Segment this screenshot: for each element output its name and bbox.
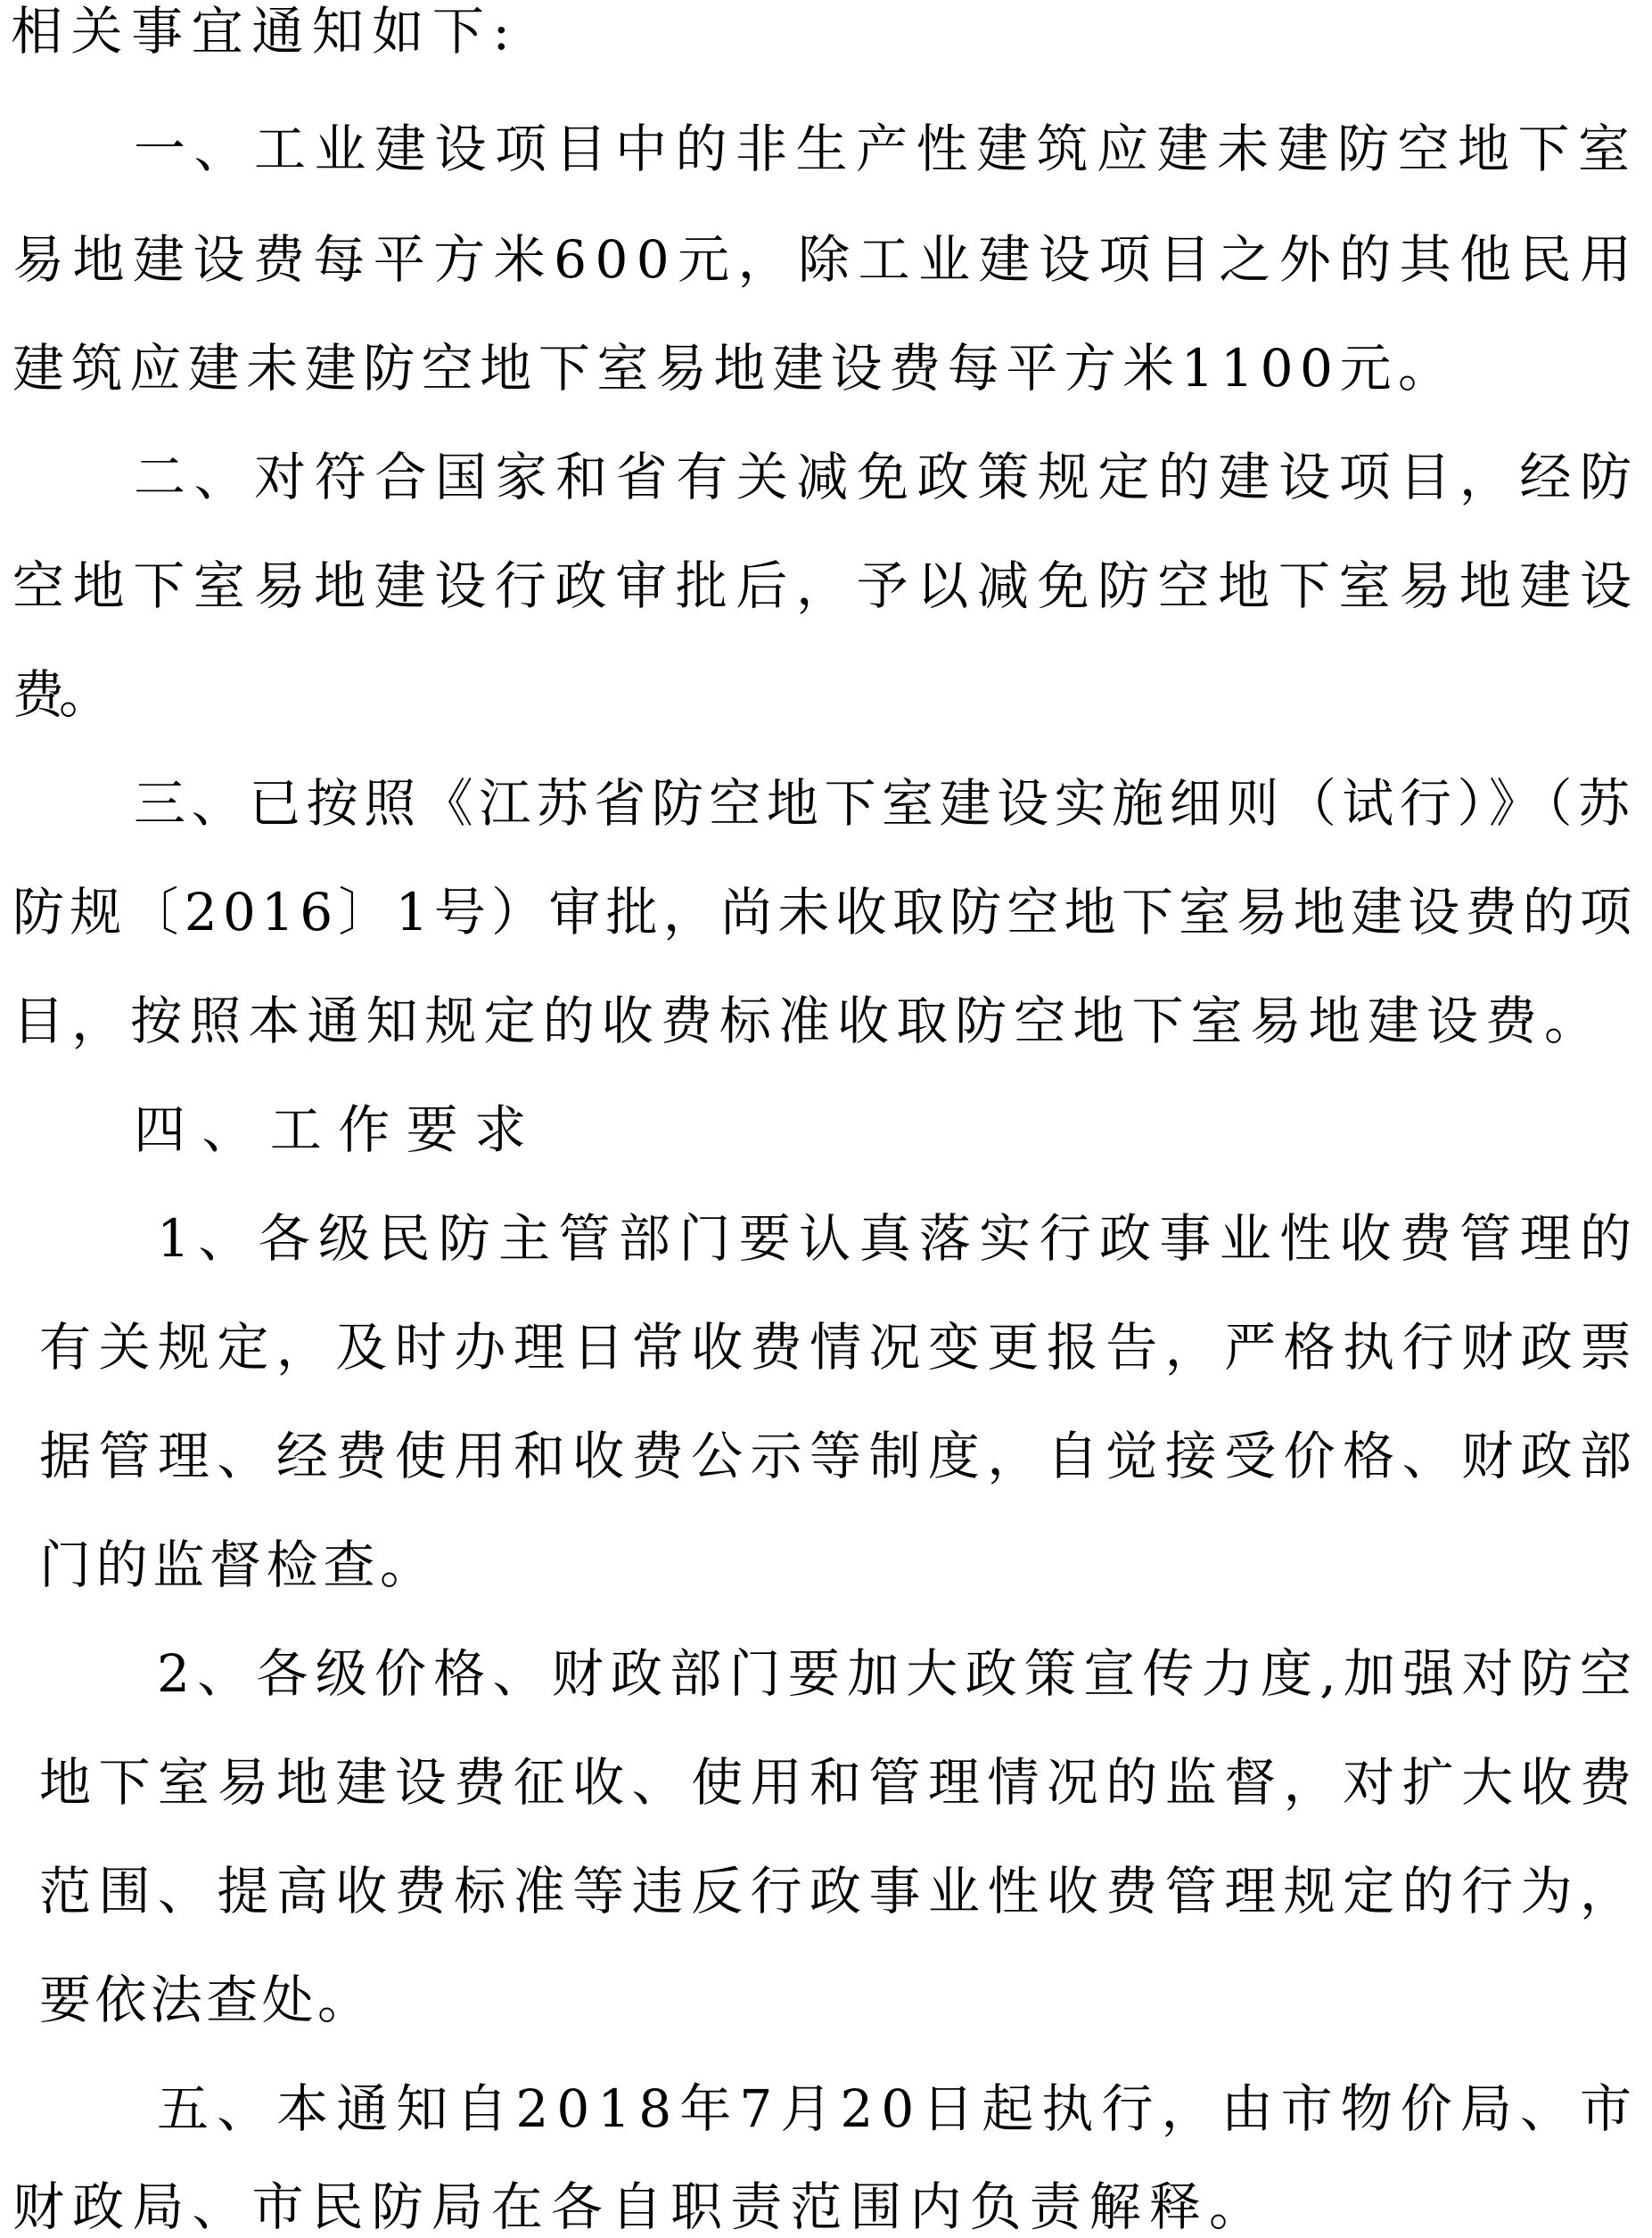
text-line: 要依法查处。	[39, 1970, 374, 2030]
text-line: 三、已按照《江苏省防空地下室建设实施细则（试行）》（苏	[134, 773, 1636, 834]
text-line: 1、各级民防主管部门要认真落实行政事业性收费管理的	[157, 1208, 1640, 1269]
text-line: 目，按照本通知规定的收费标准收取防空地下室易地建设费。	[12, 991, 1604, 1051]
text-line: 相关事宜通知如下:	[11, 1, 519, 62]
text-line: 据管理、经费使用和收费公示等制度，自觉接受价格、财政部	[39, 1426, 1640, 1486]
text-line: 建筑应建未建防空地下室易地建设费每平方米1100元。	[12, 338, 1457, 399]
text-line: 防规〔2016〕1号）审批，尚未收取防空地下室易地建设费的项	[12, 882, 1638, 942]
text-line: 易地建设费每平方米600元，除工业建设项目之外的其他民用	[12, 229, 1640, 290]
text-line: 费。	[12, 664, 105, 725]
text-line: 一、工业建设项目中的非生产性建筑应建未建防空地下室	[134, 119, 1639, 179]
text-line: 门的监督检查。	[39, 1535, 437, 1595]
text-line: 五、本通知自2018年7月20日起执行，由市物价局、市	[157, 2078, 1640, 2139]
text-line: 范围、提高收费标准等违反行政事业性收费管理规定的行为，	[39, 1861, 1640, 1921]
text-line: 地下室易地建设费征收、使用和管理情况的监督，对扩大收费	[39, 1752, 1640, 1813]
text-line: 二、对符合国家和省有关减免政策规定的建设项目，经防	[134, 447, 1640, 507]
text-line: 财政局、市民防局在各自职责范围内负责解释。	[12, 2176, 1270, 2237]
text-line: 有关规定，及时办理日常收费情况变更报告，严格执行财政票	[39, 1317, 1640, 1378]
text-line: 四、工作要求	[134, 1099, 543, 1160]
text-line: 2、各级价格、财政部门要加大政策宣传力度,加强对防空	[157, 1643, 1640, 1704]
text-line: 空地下室易地建设行政审批后，予以减免防空地下室易地建设	[12, 555, 1640, 616]
